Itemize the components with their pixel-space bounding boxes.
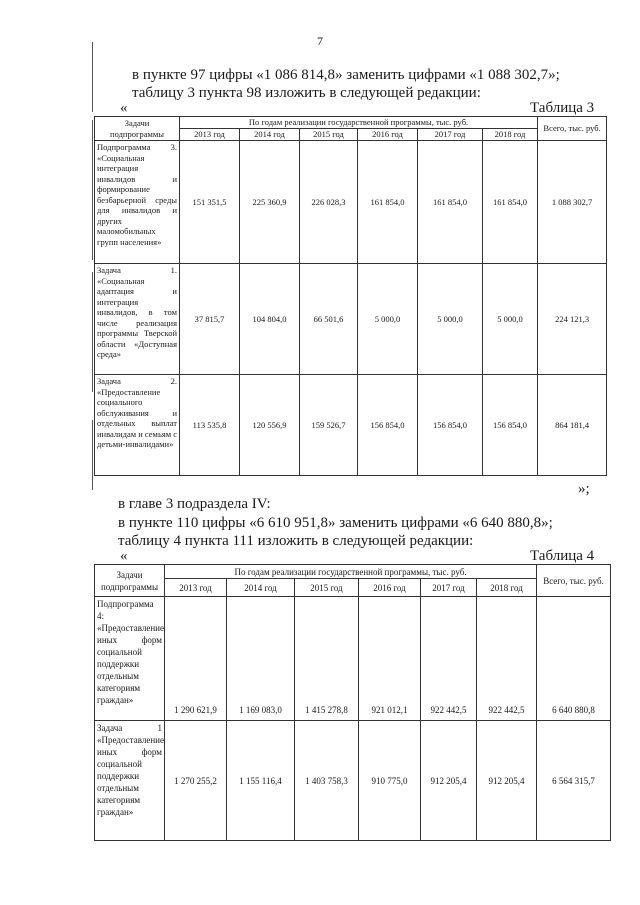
total-cell: 1 088 302,7 (538, 141, 607, 264)
header-year: 2018 год (483, 129, 538, 141)
value-cell: 1 403 758,3 (295, 721, 359, 841)
value-cell: 113 535,8 (180, 375, 240, 476)
value-cell: 156 854,0 (418, 375, 483, 476)
paragraph-item-110: в пункте 110 цифры «6 610 951,8» заменить цифрами «6 640 880,8»; (118, 515, 553, 531)
task-cell: Подпрограмма 3. «Социальная интеграция инвалидов и формирование безбарьерной среды для инвалидов и других маломобильных групп населения» (95, 141, 180, 264)
table3-caption: Таблица 3 (530, 100, 595, 116)
header-year: 2013 год (165, 579, 227, 597)
value-cell: 1 155 116,4 (227, 721, 295, 841)
paragraph-table3-intro: таблицу 3 пункта 98 изложить в следующей редакции: (132, 85, 481, 101)
table-4 (94, 564, 611, 841)
paragraph-item-97: в пункте 97 цифры «1 086 814,8» заменить цифрами «1 088 302,7»; (132, 67, 560, 83)
task-cell: Задача 2. «Предоставление социального обслуживания и отдельных выплат инвалидам и семьям с детьми-инвалидами» (95, 375, 180, 476)
value-cell: 910 775,0 (359, 721, 421, 841)
value-cell: 120 556,9 (240, 375, 300, 476)
paragraph-chapter3: в главе 3 подраздела IV: (118, 496, 271, 512)
header-year: 2017 год (421, 579, 477, 597)
value-cell: 912 205,4 (477, 721, 537, 841)
total-cell: 6 564 315,7 (537, 721, 611, 841)
task-cell: Задача 1 «Предоставление иных форм социальной поддержки отдельным категориям граждан» (95, 721, 165, 841)
value-cell: 5 000,0 (483, 264, 538, 375)
task-cell: Подпрограмма 4: «Предоставление иных форм социальной поддержки отдельным категориям граждан» (95, 597, 165, 721)
value-cell: 159 526,7 (300, 375, 358, 476)
value-cell: 225 360,9 (240, 141, 300, 264)
table-row (95, 597, 611, 721)
value-cell: 161 854,0 (483, 141, 538, 264)
value-cell: 1 270 255,2 (165, 721, 227, 841)
header-year: 2014 год (227, 579, 295, 597)
header-total: Всего, тыс. руб. (538, 117, 607, 141)
value-cell: 156 854,0 (358, 375, 418, 476)
open-quote-2: « (120, 548, 128, 564)
page-number: 7 (317, 34, 323, 48)
value-cell: 161 854,0 (358, 141, 418, 264)
value-cell: 156 854,0 (483, 375, 538, 476)
header-task: Задачи подпрограммы (95, 117, 180, 141)
total-cell: 6 640 880,8 (537, 597, 611, 721)
table4-caption: Таблица 4 (530, 548, 595, 564)
value-cell: 5 000,0 (418, 264, 483, 375)
paragraph-table4-intro: таблицу 4 пункта 111 изложить в следующей редакции: (118, 533, 474, 549)
value-cell: 226 028,3 (300, 141, 358, 264)
margin-line (92, 42, 93, 112)
value-cell: 161 854,0 (418, 141, 483, 264)
table-3 (94, 116, 607, 476)
header-year: 2016 год (359, 579, 421, 597)
margin-line (92, 120, 93, 260)
header-year: 2018 год (477, 579, 537, 597)
total-cell: 864 181,4 (538, 375, 607, 476)
table-row (95, 141, 607, 264)
margin-line (92, 272, 93, 392)
header-year: 2015 год (295, 579, 359, 597)
total-cell: 224 121,3 (538, 264, 607, 375)
header-year: 2015 год (300, 129, 358, 141)
value-cell: 37 815,7 (180, 264, 240, 375)
table-row (95, 721, 611, 841)
header-task: Задачи подпрограммы (95, 565, 165, 597)
header-years: По годам реализации государственной программы, тыс. руб. (165, 565, 537, 579)
header-year: 2016 год (358, 129, 418, 141)
value-cell: 912 205,4 (421, 721, 477, 841)
header-year: 2017 год (418, 129, 483, 141)
header-total: Всего, тыс. руб. (537, 565, 611, 597)
value-cell: 104 804,0 (240, 264, 300, 375)
value-cell: 66 501,6 (300, 264, 358, 375)
task-cell: Задача 1. «Социальная адаптация и интеграция инвалидов, в том числе реализация программы Тверской области «Доступная среда» (95, 264, 180, 375)
value-cell: 922 442,5 (477, 597, 537, 721)
value-cell: 1 290 621,9 (165, 597, 227, 721)
table-row (95, 375, 607, 476)
value-cell: 1 415 278,8 (295, 597, 359, 721)
header-year: 2013 год (180, 129, 240, 141)
value-cell: 151 351,5 (180, 141, 240, 264)
header-year: 2014 год (240, 129, 300, 141)
open-quote: « (120, 100, 128, 116)
table-row (95, 264, 607, 375)
value-cell: 5 000,0 (358, 264, 418, 375)
value-cell: 1 169 083,0 (227, 597, 295, 721)
header-years: По годам реализации государственной программы, тыс. руб. (180, 117, 538, 129)
value-cell: 921 012,1 (359, 597, 421, 721)
margin-line (92, 420, 93, 490)
close-quote: »; (578, 481, 590, 497)
value-cell: 922 442,5 (421, 597, 477, 721)
